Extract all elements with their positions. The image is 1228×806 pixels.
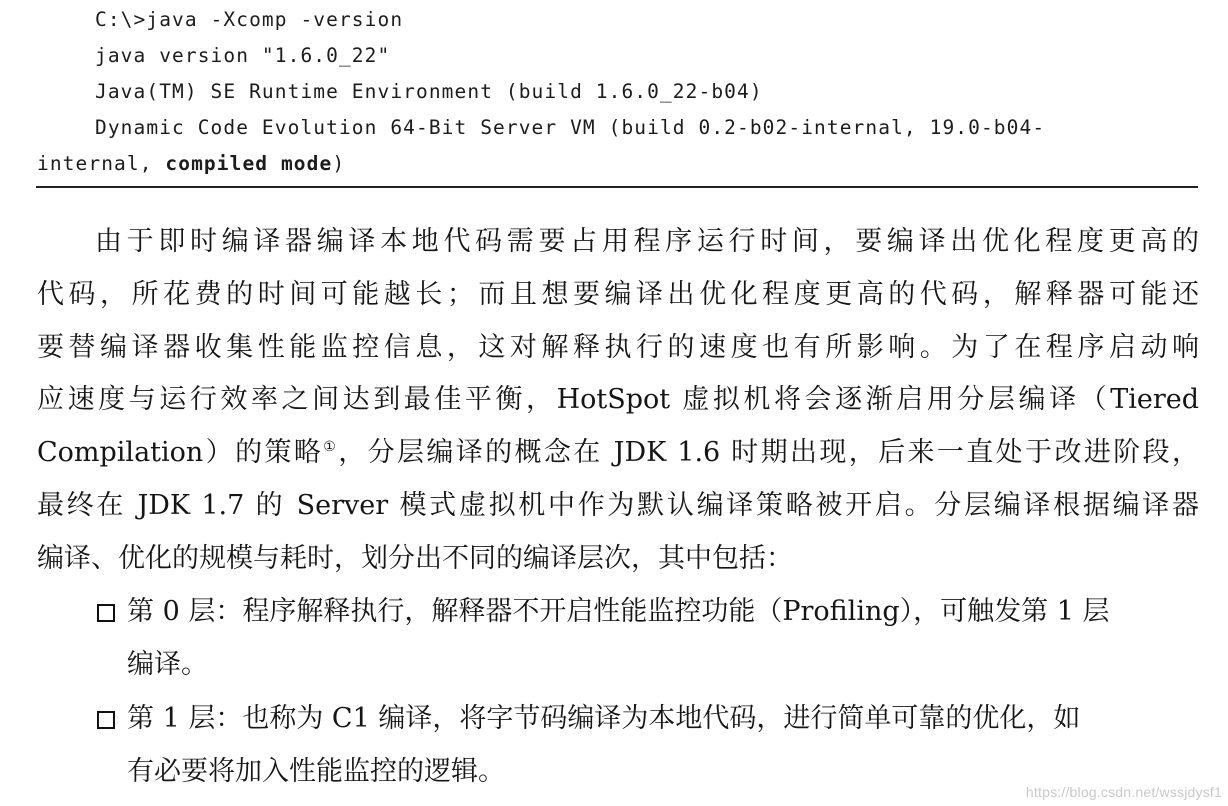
code-text: internal, [37, 152, 166, 175]
checkbox-bullet-icon [97, 711, 115, 729]
paragraph-line: 编译、优化的规模与耗时，划分出不同的编译层次，其中包括： [37, 543, 793, 574]
compiled-mode-emphasis: compiled mode [165, 152, 333, 175]
divider-rule [36, 186, 1198, 188]
list-item-text: 编译。 [127, 649, 208, 680]
paragraph-text: ，分层编译的概念在 JDK 1.6 时期出现，后来一直处于改进阶段， [338, 437, 1200, 468]
footnote-marker: ① [323, 439, 339, 455]
checkbox-bullet-icon [97, 604, 115, 622]
paragraph-line [37, 437, 1199, 469]
code-line-vm-continued [37, 152, 345, 175]
paragraph-line: 应速度与运行效率之间达到最佳平衡，HotSpot 虚拟机将会逐渐启用分层编译（Tiered [37, 384, 1199, 415]
code-line-command: C:\>java -Xcomp -version [95, 8, 404, 31]
list-item-text: 第 0 层：程序解释执行，解释器不开启性能监控功能（Profiling），可触发第 1 层 [127, 596, 1110, 627]
code-line-version: java version "1.6.0_22" [95, 44, 391, 67]
paragraph-line: 要替编译器收集性能监控信息，这对解释执行的速度也有所影响。为了在程序启动响 [37, 332, 1199, 363]
code-text: ) [332, 152, 346, 175]
list-item-text: 第 1 层：也称为 C1 编译，将字节码编译为本地代码，进行简单可靠的优化，如 [127, 703, 1081, 734]
paragraph-line: 代码，所花费的时间可能越长；而且想要编译出优化程度更高的代码，解释器可能还 [37, 279, 1199, 310]
list-item-text: 有必要将加入性能监控的逻辑。 [127, 756, 505, 787]
code-line-runtime: Java(TM) SE Runtime Environment (build 1.6.0_22-b04) [95, 80, 763, 103]
watermark-url: https://blog.csdn.net/wssjdysf1 [1025, 784, 1222, 800]
paragraph-text: Compilation）的策略 [37, 437, 324, 468]
code-line-vm: Dynamic Code Evolution 64-Bit Server VM (build 0.2-b02-internal, 19.0-b04- [95, 116, 1046, 139]
paragraph-line: 由于即时编译器编译本地代码需要占用程序运行时间，要编译出优化程度更高的 [95, 226, 1199, 257]
paragraph-line: 最终在 JDK 1.7 的 Server 模式虚拟机中作为默认编译策略被开启。分层编译根据编译器 [37, 490, 1199, 521]
